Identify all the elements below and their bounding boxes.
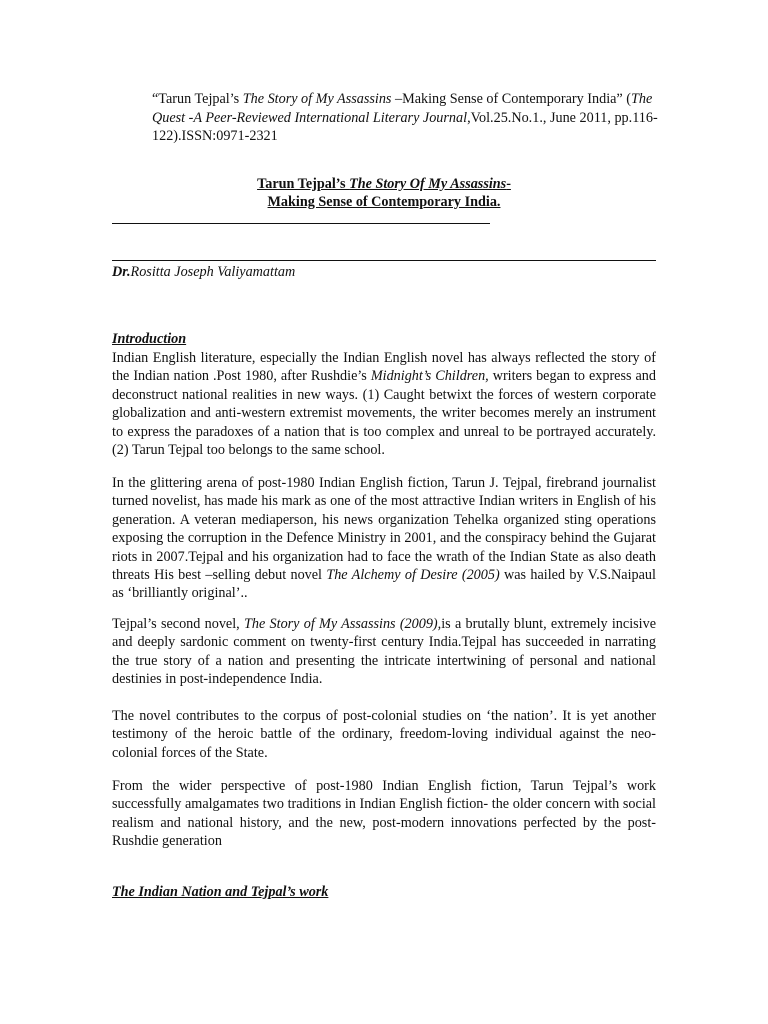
paragraph-1: [112, 349, 656, 459]
author-name: Rositta Joseph Valiyamattam: [130, 264, 296, 280]
p3-text-a: Tejpal’s second novel,: [112, 616, 244, 632]
p3-text-b: is a brutally blunt, extremely incisive and deeply sardonic comment on twenty-first century India.Tejpal has succeeded in narrating the true story of a nation and presenting the intricate intertwining of personal and national destinies in post-independence India.: [112, 616, 656, 688]
short-divider: [112, 223, 490, 224]
citation-journal: The Quest -A Peer-Reviewed International Literary Journal: [152, 91, 653, 126]
long-divider: [112, 260, 656, 261]
citation-work-title: The Story of My Assassins: [242, 91, 392, 107]
p1-italic: Midnight’s Children,: [370, 368, 489, 385]
title-prefix: Tarun Tejpal’s: [257, 176, 350, 192]
paragraph-4: The novel contributes to the corpus of post-colonial studies on ‘the nation’. It is yet another testimony of the heroic battle of the ordinary, freedom-loving individual against the neo-colonial forces of the State.: [112, 708, 656, 761]
citation-prefix: “Tarun Tejpal’s: [152, 91, 243, 107]
title-dash: -: [506, 176, 511, 192]
citation-middle: –Making Sense of Contemporary India” (: [391, 91, 632, 107]
citation-tail: ,Vol.25.No.1., June 2011, pp.116-122).ISSN:0971-2321: [152, 109, 658, 144]
paragraph-3: [112, 615, 656, 689]
citation: [152, 90, 658, 146]
title-line-1-text: [257, 176, 511, 192]
p3-italic: The Story of My Assassins (2009),: [243, 616, 442, 632]
title-work: The Story Of My Assassins: [349, 176, 507, 192]
p1-text-b: writers began to express and deconstruct national realities in new ways. (1) Caught betwixt the forces of western corporate globalization and anti-western extremist movements, the writer becomes merely an instrument to express the paradoxes of a nation that is too complex and unreal to be portrayed accurately. (2) Tarun Tejpal too belongs to the same school.: [112, 368, 656, 459]
author-line: [112, 264, 295, 281]
title-line-1: [112, 175, 656, 194]
introduction-heading: Introduction: [112, 331, 187, 347]
author-prefix: Dr.: [112, 264, 131, 280]
p2-italic: The Alchemy of Desire (2005): [326, 567, 500, 584]
paragraph-2: [112, 474, 656, 603]
paragraph-5: From the wider perspective of post-1980 Indian English fiction, Tarun Tejpal’s work successfully amalgamates two traditions in Indian English fiction- the older concern with social realism and national history, and the new, post-modern innovations perfected by the post-Rushdie generation: [112, 778, 656, 850]
p1-text-a: Indian English literature, especially the Indian English novel has always reflected the story of the Indian nation .Post 1980, after Rushdie’s: [112, 350, 656, 385]
p2-text-b: was hailed by V.S.Naipaul as ‘brilliantly original’..: [112, 567, 656, 602]
title-line-2: [112, 193, 656, 212]
title-subtitle: Making Sense of Contemporary India.: [267, 194, 501, 210]
p2-text-a: In the glittering arena of post-1980 Indian English fiction, Tarun J. Tejpal, firebrand journalist turned novelist, has made his mark as one of the most attractive Indian writers in English of his generation. A veteran mediaperson, his news organization Tehelka organized sting operations exposing the corruption in the Defence Ministry in 2001, and the conspiracy behind the Gujarat riots in 2007.Tejpal and his organization had to face the wrath of the Indian State as also death threats His best –selling debut novel: [112, 475, 656, 584]
nation-heading: The Indian Nation and Tejpal’s work: [112, 884, 329, 900]
